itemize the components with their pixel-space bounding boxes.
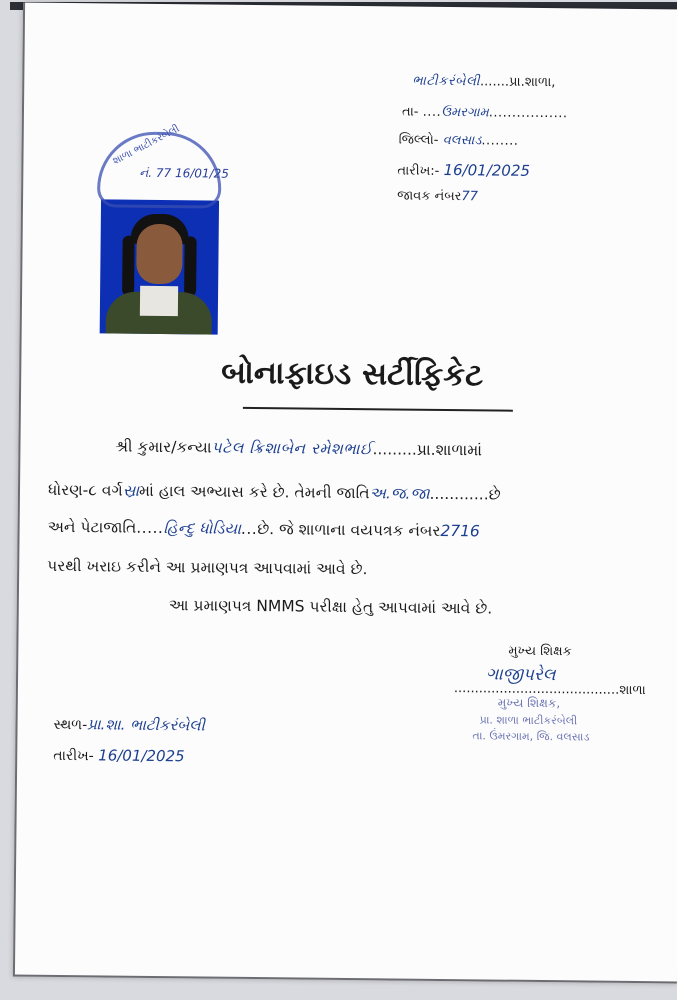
student-name: પટેલ ક્રિશાબેન રમેશભાઈ <box>211 438 373 459</box>
line2-suffix: ............છે <box>429 484 501 504</box>
header-district-label: જિલ્લો- <box>398 132 443 148</box>
footer-date-value: 16/01/2025 <box>98 746 185 766</box>
seal-text: શાળા ભાટીકરંબેલી <box>111 123 182 168</box>
line3-mid: છે. જે શાળાના વયપત્રક નંબર <box>257 520 441 540</box>
body-line-1 <box>115 438 482 461</box>
footer-date-label: તારીખ- <box>53 747 99 765</box>
header-school-line <box>412 74 555 90</box>
header-taluka-label: તા- <box>401 104 423 120</box>
stamp-line-3: તા. ઉંમરગામ, જિ. વલસાડ <box>472 729 590 744</box>
header-taluka-value: ઉમરગામ <box>441 104 489 121</box>
student-photo <box>100 199 219 334</box>
body-line-5: આ પ્રમાણપત્ર NMMS પરીક્ષા હેતુ આપવામાં આવે છે. <box>168 596 493 618</box>
header-outward-value: 77 <box>461 189 479 205</box>
caste-value: અ.જ.જા <box>369 484 430 503</box>
header-date-label: તારીખ:- <box>397 163 444 179</box>
subcaste-prefix: અને પેટાજાતિ <box>47 517 137 537</box>
header-outward-label: જાવક નંબર <box>397 188 462 205</box>
class-prefix: ધોરણ-૮ વર્ગ <box>47 480 123 500</box>
seal-handwriting: નં. 77 16/01/25 <box>139 165 229 181</box>
place-label: સ્થળ- <box>53 716 88 734</box>
line2-mid: માં હાલ અભ્યાસ કરે છે. તેમની જાતિ <box>139 481 370 503</box>
class-value: સ્રા <box>122 481 140 500</box>
header-district-value: વલસાડ <box>442 132 482 149</box>
certificate-title: બોનાફાઇડ સર્ટીફિકેટ <box>221 354 484 394</box>
register-value: 2716 <box>440 521 480 541</box>
body-line-4: પરથી ખરાઇ કરીને આ પ્રમાણપત્ર આપવામાં આવે છે. <box>47 556 368 579</box>
header-school-name: ભાટીકરંબેલી <box>412 73 481 90</box>
stamp-line-2: પ્રા. શાળા ભાટીકરંબેલી <box>479 713 578 728</box>
title-underline <box>243 407 513 412</box>
footer-date-line <box>53 746 185 765</box>
place-value: પ્રા.શા. ભાટીકરંબેલી <box>87 715 205 735</box>
body-line-2 <box>48 481 501 505</box>
student-prefix: શ્રી કુમાર/કન્યા <box>115 437 212 457</box>
header-date-value: 16/01/2025 <box>443 160 531 180</box>
signature-dotted-line: ........................................શાળા <box>453 681 646 699</box>
certificate-sheet <box>13 3 677 984</box>
header-school-suffix: .......પ્રા.શાળા, <box>479 74 556 91</box>
line1-suffix: .........પ્રા.શાળામાં <box>372 440 483 460</box>
principal-signature: ગાજીપરેલ <box>486 664 556 686</box>
place-line <box>53 715 204 735</box>
header-outward-line <box>397 188 478 204</box>
principal-title: મુખ્ય શિક્ષક <box>508 643 572 660</box>
header-date-line <box>397 160 530 179</box>
subcaste-value: હિન્દુ ધોડિયા <box>163 519 242 538</box>
body-line-3: અને પેટાજાતિ.....હિન્દુ ધોડિયા...છે. જે શાળાના વયપત્રક નંબર2716 <box>47 517 480 541</box>
header-taluka-line: તા- ....ઉમરગામ................. <box>401 104 568 122</box>
header-district-line: જિલ્લો- વલસાડ........ <box>398 132 519 149</box>
stamp-line-1: મુખ્ય શિક્ષક, <box>497 695 561 711</box>
